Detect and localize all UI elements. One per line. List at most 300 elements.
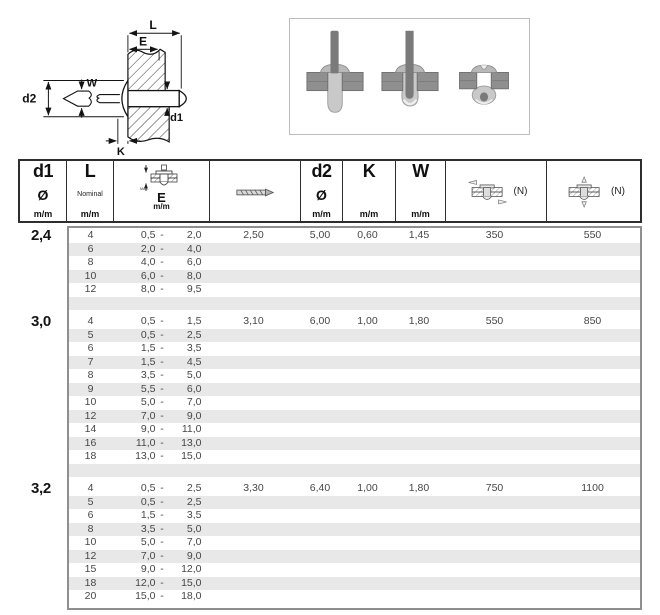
- cell-head-thickness: [341, 536, 394, 550]
- cell-tensile-strength: [545, 369, 640, 383]
- table-body: [31, 226, 642, 610]
- cell-grip-range: [112, 437, 208, 451]
- table-row: [69, 315, 640, 329]
- rivet-spec-table: [18, 159, 642, 610]
- cell-mandrel-diameter: [394, 590, 444, 604]
- cell-grip-range: [112, 342, 208, 356]
- cell-drill-diameter: [208, 563, 299, 577]
- grip-max: 6,0: [186, 256, 202, 268]
- grip-max: 9,5: [186, 283, 202, 295]
- cell-head-thickness: [341, 243, 394, 257]
- grip-min: 7,0: [140, 549, 156, 562]
- cell-tensile-strength: [545, 256, 640, 270]
- cell-head-thickness: [341, 410, 394, 424]
- table-row: [69, 550, 640, 564]
- cell-grip-range: [112, 523, 208, 537]
- cell-tensile-strength: [545, 356, 640, 370]
- table-row: [69, 577, 640, 591]
- cell-length: 10: [84, 396, 97, 408]
- grip-separator: -: [160, 315, 164, 327]
- cell-tensile-strength: [545, 383, 640, 397]
- grip-separator: -: [160, 342, 164, 354]
- cell-grip-range: [112, 509, 208, 523]
- grip-range-icon: [138, 163, 186, 191]
- cell-length: 10: [84, 536, 97, 548]
- grip-separator: -: [160, 242, 164, 255]
- cell-drill-diameter: [208, 283, 299, 297]
- grip-min: 0,5: [140, 315, 156, 327]
- cell-drill-diameter: [208, 342, 299, 356]
- cell-length: 8: [87, 256, 94, 268]
- cell-grip-range: [112, 423, 208, 437]
- mandrel-tip: [63, 91, 91, 106]
- cell-shear-strength: [444, 396, 545, 410]
- grip-min: 0,5: [140, 328, 156, 341]
- cell-drill-diameter: [208, 437, 299, 451]
- grip-min: 6,0: [140, 269, 156, 282]
- cell-length: 4: [87, 315, 94, 327]
- grip-max: 15,0: [181, 576, 202, 589]
- cell-mandrel-diameter: [394, 509, 444, 523]
- grip-min: 4,0: [140, 256, 156, 268]
- cell-drill-diameter: 3,10: [243, 315, 264, 327]
- cell-mandrel-diameter: [394, 342, 444, 356]
- cell-shear-strength: [444, 243, 545, 257]
- grip-max: 2,5: [186, 328, 202, 341]
- cell-mandrel-diameter: [394, 423, 444, 437]
- cell-mandrel-diameter: [394, 396, 444, 410]
- cell-tensile-strength: [545, 496, 640, 510]
- cell-grip-range: [112, 270, 208, 284]
- table-row: [69, 590, 640, 604]
- table-row: [69, 496, 640, 510]
- grip-min: 15,0: [135, 590, 156, 602]
- table-row: [69, 509, 640, 523]
- cell-tensile-strength: [545, 329, 640, 343]
- table-row: [69, 523, 640, 537]
- cell-length: 10: [84, 269, 97, 282]
- grip-max: 12,0: [181, 563, 202, 575]
- grip-separator: -: [160, 509, 164, 521]
- cell-drill-diameter: [208, 396, 299, 410]
- grip-max: 3,5: [186, 342, 202, 354]
- cell-grip-range: [112, 383, 208, 397]
- cell-shear-strength: [444, 423, 545, 437]
- cell-length: 18: [84, 450, 97, 462]
- grip-separator: -: [160, 256, 164, 268]
- cell-tensile-strength: [545, 450, 640, 464]
- cell-mandrel-diameter: [394, 329, 444, 343]
- cell-grip-range: [112, 283, 208, 297]
- cell-length: 12: [84, 283, 97, 295]
- plate-section-upper: [128, 49, 165, 90]
- grip-separator: -: [160, 482, 164, 494]
- grip-separator: -: [160, 423, 164, 435]
- cell-head-thickness: [341, 523, 394, 537]
- grip-separator: -: [160, 522, 164, 535]
- grip-max: 8,0: [186, 269, 202, 282]
- grip-min: 9,0: [140, 563, 156, 575]
- cell-mandrel-diameter: [394, 437, 444, 451]
- grip-min: 7,0: [140, 409, 156, 422]
- cell-head-thickness: [341, 283, 394, 297]
- table-row: [69, 342, 640, 356]
- grip-separator: -: [160, 576, 164, 589]
- cell-tensile-strength: [545, 396, 640, 410]
- cell-shear-strength: [444, 523, 545, 537]
- cell-drill-diameter: [208, 450, 299, 464]
- cell-drill-diameter: [208, 356, 299, 370]
- cell-mandrel-diameter: [394, 410, 444, 424]
- cell-grip-range: [112, 450, 208, 464]
- d1-group-label: 3,0: [31, 313, 51, 330]
- dim-label-K: K: [116, 145, 125, 158]
- cell-grip-range: [112, 536, 208, 550]
- newton-unit: (N): [513, 186, 528, 197]
- cell-mandrel-diameter: [394, 496, 444, 510]
- grip-min: 12,0: [135, 576, 156, 589]
- dim-label-E: E: [138, 34, 148, 49]
- cell-shear-strength: [444, 590, 545, 604]
- cell-mandrel-diameter: 1,80: [408, 315, 430, 327]
- diameter-symbol: Ø: [37, 186, 49, 203]
- cell-grip-range: [112, 229, 208, 243]
- drill-bit-icon: [234, 186, 276, 198]
- grip-min: 5,5: [140, 382, 156, 395]
- cell-drill-diameter: [208, 496, 299, 510]
- cell-head-thickness: [341, 509, 394, 523]
- cell-tensile-strength: [545, 423, 640, 437]
- cell-head-diameter: [299, 356, 341, 370]
- cell-grip-range: [112, 550, 208, 564]
- table-row: [69, 243, 640, 257]
- cell-drill-diameter: [208, 536, 299, 550]
- cell-shear-strength: [444, 496, 545, 510]
- cell-head-diameter: [299, 563, 341, 577]
- dim-label-d1: d1: [170, 111, 184, 124]
- cell-tensile-strength: 550: [583, 229, 602, 241]
- cell-shear-strength: [444, 283, 545, 297]
- cell-head-diameter: [299, 536, 341, 550]
- grip-min: 5,0: [140, 396, 156, 408]
- cell-head-diameter: 6,40: [309, 482, 331, 494]
- cell-length: 6: [87, 509, 94, 521]
- cell-mandrel-diameter: [394, 270, 444, 284]
- cell-grip-range: [112, 329, 208, 343]
- cell-head-diameter: 6,00: [309, 315, 331, 327]
- cell-tensile-strength: [545, 437, 640, 451]
- cell-head-thickness: [341, 496, 394, 510]
- cell-shear-strength: 550: [485, 315, 504, 327]
- table-row: [69, 283, 640, 297]
- cell-mandrel-diameter: 1,80: [408, 482, 430, 494]
- cell-head-thickness: [341, 550, 394, 564]
- cell-head-thickness: [341, 369, 394, 383]
- cell-length: 6: [87, 342, 94, 354]
- table-row: [69, 369, 640, 383]
- cell-shear-strength: [444, 437, 545, 451]
- header-length: L Nominal m/m: [67, 161, 114, 221]
- size-group: [31, 227, 640, 297]
- table-row: [69, 410, 640, 424]
- cell-grip-range: [112, 369, 208, 383]
- cell-grip-range: [112, 590, 208, 604]
- cell-head-diameter: [299, 369, 341, 383]
- size-group: [31, 313, 640, 464]
- rivet-end-dome: [179, 91, 186, 107]
- grip-separator: -: [160, 396, 164, 408]
- stage-set-illustration: [455, 26, 513, 128]
- cell-shear-strength: [444, 550, 545, 564]
- cell-head-diameter: [299, 590, 341, 604]
- grip-max: 4,0: [186, 242, 202, 255]
- dim-label-W: W: [86, 77, 98, 90]
- grip-max: 15,0: [181, 450, 202, 462]
- cell-tensile-strength: [545, 243, 640, 257]
- header-mandrel-diameter: W m/m: [396, 161, 446, 221]
- cell-shear-strength: [444, 329, 545, 343]
- grip-separator: -: [160, 369, 164, 381]
- cell-length: 8: [87, 369, 94, 381]
- cell-length: 5: [87, 495, 94, 508]
- dim-label-L: L: [149, 18, 157, 33]
- cell-head-thickness: [341, 563, 394, 577]
- cell-head-diameter: [299, 283, 341, 297]
- grip-min: 3,5: [140, 369, 156, 381]
- grip-min: 13,0: [135, 450, 156, 462]
- rivet-body: [128, 91, 179, 107]
- cell-tensile-strength: [545, 270, 640, 284]
- cell-drill-diameter: [208, 509, 299, 523]
- header-drill-diameter: [210, 161, 301, 221]
- cell-length: 14: [84, 423, 97, 435]
- cell-grip-range: [112, 396, 208, 410]
- cell-head-diameter: [299, 410, 341, 424]
- d1-group-label: 3,2: [31, 480, 51, 497]
- cell-mandrel-diameter: [394, 383, 444, 397]
- cell-drill-diameter: [208, 256, 299, 270]
- cell-drill-diameter: [208, 523, 299, 537]
- cell-mandrel-diameter: [394, 536, 444, 550]
- cell-shear-strength: [444, 270, 545, 284]
- cell-tensile-strength: [545, 590, 640, 604]
- cell-length: 4: [87, 229, 94, 241]
- table-row: [69, 329, 640, 343]
- cell-head-diameter: [299, 383, 341, 397]
- grip-min: 2,0: [140, 242, 156, 255]
- group-spacer: [69, 297, 640, 311]
- grip-max: 1,5: [186, 315, 202, 327]
- cell-length: 9: [87, 382, 94, 395]
- diameter-symbol: Ø: [316, 186, 327, 203]
- grip-separator: -: [160, 563, 164, 575]
- cell-drill-diameter: [208, 329, 299, 343]
- cell-head-thickness: [341, 342, 394, 356]
- table-row: [69, 423, 640, 437]
- grip-max: 3,5: [186, 509, 202, 521]
- installation-stages-box: [289, 18, 530, 135]
- table-row: [69, 256, 640, 270]
- cell-mandrel-diameter: [394, 523, 444, 537]
- cell-length: 12: [84, 409, 97, 422]
- grip-max: 2,0: [186, 229, 202, 241]
- d1-group-label: 2,4: [31, 227, 51, 244]
- cell-shear-strength: [444, 356, 545, 370]
- dim-label-d2: d2: [22, 91, 37, 106]
- cell-head-diameter: [299, 509, 341, 523]
- cell-head-diameter: [299, 270, 341, 284]
- cell-mandrel-diameter: 1,45: [408, 229, 430, 241]
- grip-max: 7,0: [186, 536, 202, 548]
- table-row: [69, 229, 640, 243]
- grip-separator: -: [160, 409, 164, 422]
- stage-pulling-illustration: [381, 26, 439, 128]
- grip-separator: -: [160, 436, 164, 449]
- cell-length: 18: [84, 576, 97, 589]
- shear-strength-icon: [465, 176, 511, 208]
- cell-mandrel-diameter: [394, 450, 444, 464]
- cell-drill-diameter: [208, 410, 299, 424]
- header-tensile-strength: [547, 161, 640, 221]
- cell-head-diameter: [299, 450, 341, 464]
- cell-length: 20: [84, 590, 97, 602]
- cell-tensile-strength: [545, 342, 640, 356]
- stage-inserted-illustration: [306, 26, 364, 128]
- grip-separator: -: [160, 590, 164, 602]
- cell-length: 7: [87, 355, 94, 368]
- grip-max: 18,0: [181, 590, 202, 602]
- max-label: MAX.: [139, 187, 149, 191]
- cell-head-thickness: [341, 329, 394, 343]
- cell-shear-strength: [444, 577, 545, 591]
- cell-grip-range: [112, 482, 208, 496]
- grip-separator: -: [160, 536, 164, 548]
- table-row: [69, 536, 640, 550]
- grip-max: 2,5: [186, 495, 202, 508]
- cell-tensile-strength: [545, 523, 640, 537]
- cell-drill-diameter: 3,30: [243, 482, 264, 494]
- cell-mandrel-diameter: [394, 369, 444, 383]
- cell-drill-diameter: [208, 270, 299, 284]
- cell-grip-range: [112, 256, 208, 270]
- table-row: [69, 270, 640, 284]
- grip-min: 1,5: [140, 355, 156, 368]
- cell-head-diameter: [299, 437, 341, 451]
- cell-length: 6: [87, 242, 94, 255]
- cell-head-thickness: [341, 450, 394, 464]
- table-row: [69, 383, 640, 397]
- cell-grip-range: [112, 577, 208, 591]
- cell-head-thickness: [341, 356, 394, 370]
- cell-grip-range: [112, 315, 208, 329]
- tensile-strength-icon: [562, 176, 608, 208]
- grip-min: 11,0: [135, 436, 156, 449]
- cell-tensile-strength: [545, 577, 640, 591]
- cell-shear-strength: [444, 410, 545, 424]
- cell-head-thickness: [341, 577, 394, 591]
- cell-drill-diameter: [208, 577, 299, 591]
- grip-separator: -: [160, 355, 164, 368]
- cell-shear-strength: 750: [485, 482, 504, 494]
- cell-shear-strength: [444, 536, 545, 550]
- cell-head-thickness: 0,60: [357, 229, 378, 241]
- rivet-dimension-diagram: [6, 2, 278, 158]
- cell-head-diameter: [299, 342, 341, 356]
- grip-min: 1,5: [140, 509, 156, 521]
- cell-shear-strength: [444, 450, 545, 464]
- grip-max: 9,0: [186, 549, 202, 562]
- cell-grip-range: [112, 410, 208, 424]
- cell-mandrel-diameter: [394, 563, 444, 577]
- cell-drill-diameter: 2,50: [243, 229, 264, 241]
- cell-mandrel-diameter: [394, 243, 444, 257]
- table-row: [69, 482, 640, 496]
- cell-tensile-strength: 1100: [581, 482, 604, 494]
- rivet-flange: [122, 81, 128, 117]
- grip-max: 6,0: [186, 382, 202, 395]
- header-head-thickness: K m/m: [343, 161, 396, 221]
- table-row: [69, 356, 640, 370]
- cell-drill-diameter: [208, 550, 299, 564]
- cell-grip-range: [112, 243, 208, 257]
- cell-head-thickness: 1,00: [357, 315, 378, 327]
- cell-head-thickness: [341, 383, 394, 397]
- table-row: [69, 437, 640, 451]
- cell-head-thickness: [341, 256, 394, 270]
- cell-head-thickness: [341, 437, 394, 451]
- cell-drill-diameter: [208, 383, 299, 397]
- cell-tensile-strength: [545, 550, 640, 564]
- grip-separator: -: [160, 229, 164, 241]
- cell-length: 15: [84, 563, 97, 575]
- table-header: [18, 159, 642, 223]
- grip-min: 0,5: [140, 495, 156, 508]
- grip-separator: -: [160, 495, 164, 508]
- grip-min: 3,5: [140, 522, 156, 535]
- cell-head-diameter: [299, 523, 341, 537]
- cell-shear-strength: [444, 369, 545, 383]
- cell-length: 12: [84, 549, 97, 562]
- cell-grip-range: [112, 356, 208, 370]
- cell-grip-range: [112, 496, 208, 510]
- cell-tensile-strength: [545, 536, 640, 550]
- header-head-diameter: d2 Ø m/m: [301, 161, 343, 221]
- grip-min: 9,0: [140, 423, 156, 435]
- size-group: [31, 480, 640, 604]
- cell-shear-strength: [444, 563, 545, 577]
- group-spacer: [69, 464, 640, 478]
- newton-unit: (N): [611, 186, 625, 197]
- grip-separator: -: [160, 549, 164, 562]
- header-body-diameter: d1 Ø m/m: [20, 161, 67, 221]
- cell-head-diameter: [299, 243, 341, 257]
- cell-tensile-strength: [545, 283, 640, 297]
- cell-shear-strength: [444, 383, 545, 397]
- grip-min: 1,5: [140, 342, 156, 354]
- cell-head-thickness: [341, 396, 394, 410]
- grip-separator: -: [160, 269, 164, 282]
- cell-head-diameter: [299, 550, 341, 564]
- table-row: [69, 563, 640, 577]
- cell-drill-diameter: [208, 590, 299, 604]
- cell-tensile-strength: [545, 509, 640, 523]
- cell-tensile-strength: [545, 410, 640, 424]
- grip-max: 4,5: [186, 355, 202, 368]
- cell-drill-diameter: [208, 423, 299, 437]
- plate-section-lower: [128, 107, 169, 142]
- cell-shear-strength: [444, 256, 545, 270]
- cell-tensile-strength: [545, 563, 640, 577]
